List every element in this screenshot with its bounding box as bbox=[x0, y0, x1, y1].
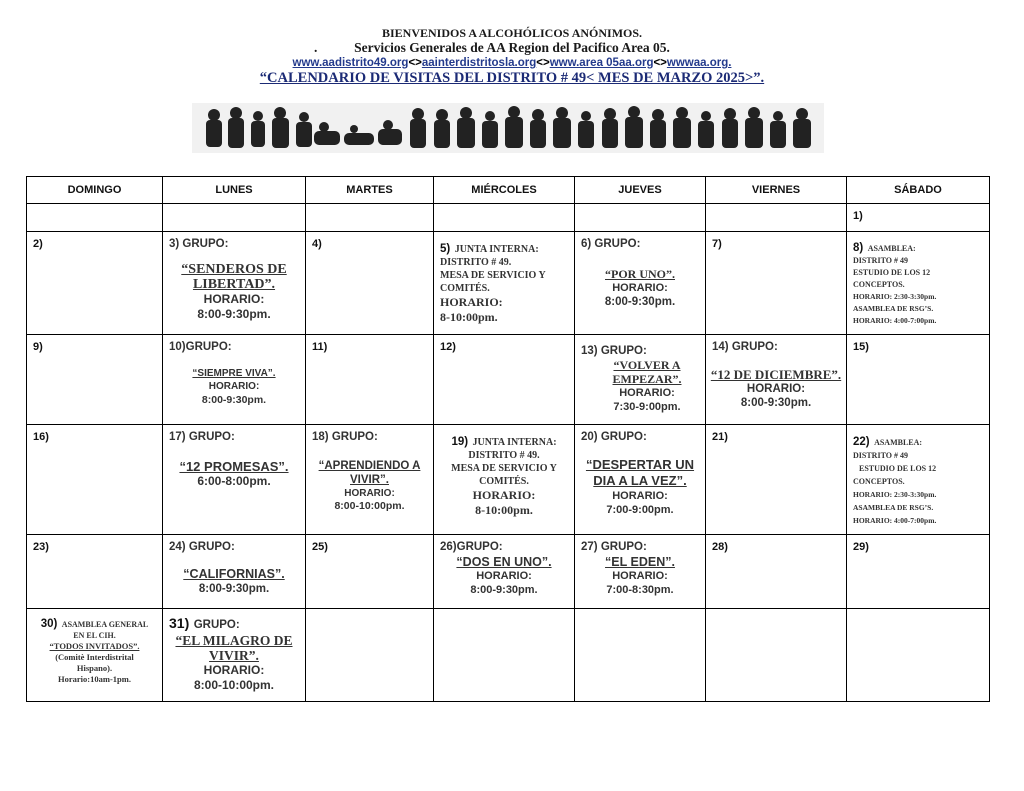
event-title: ASAMBLEA: bbox=[874, 438, 923, 447]
day-cell-empty bbox=[306, 609, 434, 702]
schedule-label: HORARIO: bbox=[440, 295, 503, 309]
schedule-time: 8:00-9:30pm. bbox=[198, 583, 270, 595]
day-number: 7) bbox=[712, 238, 722, 250]
schedule-label: HORARIO: bbox=[612, 570, 668, 582]
day-header-miercoles: MIÉRCOLES bbox=[434, 177, 575, 204]
day-number-group: 13) GRUPO: bbox=[581, 345, 647, 357]
day-header-domingo: DOMINGO bbox=[27, 177, 163, 204]
event-title: JUNTA INTERNA: bbox=[454, 244, 539, 255]
event-line: ESTUDIO DE LOS 12 bbox=[853, 268, 931, 277]
group-name: “VOLVER A bbox=[613, 358, 681, 372]
day-cell-empty bbox=[163, 204, 306, 232]
schedule-label: HORARIO: bbox=[746, 383, 806, 395]
schedule-time: 6:00-8:00pm. bbox=[197, 474, 271, 488]
schedule-label: HORARIO: bbox=[344, 488, 395, 499]
link-aainterdistritosla[interactable]: aainterdistritosla.org bbox=[421, 57, 537, 69]
schedule-time: 8:00-10:00pm. bbox=[334, 500, 405, 512]
event-line: COMITÉS. bbox=[479, 476, 529, 487]
day-cell-14 bbox=[706, 335, 847, 425]
schedule-time: HORARIO: 2:30-3:30pm. bbox=[853, 490, 937, 499]
day-number: 29) bbox=[853, 541, 869, 553]
schedule-label: HORARIO: bbox=[208, 381, 260, 392]
schedule-time: 8:00-9:30pm. bbox=[197, 307, 271, 321]
schedule-time: 8-10:00pm. bbox=[440, 310, 498, 324]
schedule-label: HORARIO: bbox=[203, 663, 265, 677]
day-header-jueves: JUEVES bbox=[575, 177, 706, 204]
day-cell-2 bbox=[27, 232, 163, 335]
event-line: DISTRITO # 49. bbox=[440, 257, 512, 268]
day-number-group: 26)GRUPO: bbox=[440, 541, 503, 553]
day-number: 19) bbox=[451, 436, 469, 448]
day-cell-empty bbox=[306, 204, 434, 232]
link-separator: <> bbox=[653, 57, 667, 69]
day-number-group: 27) GRUPO: bbox=[581, 541, 647, 553]
day-cell-3 bbox=[163, 232, 306, 335]
day-cell-26 bbox=[434, 535, 575, 609]
header-dot: . bbox=[314, 40, 318, 55]
day-number: 31) bbox=[169, 615, 190, 631]
group-name: EMPEZAR”. bbox=[612, 372, 682, 386]
day-number: 15) bbox=[853, 341, 869, 353]
day-number: 21) bbox=[712, 431, 728, 443]
day-cell-7 bbox=[706, 232, 847, 335]
group-name: “EL MILAGRO DE bbox=[175, 633, 293, 648]
group-name: VIVIR”. bbox=[350, 474, 389, 486]
event-line: ASAMBLEA DE RSG’S. bbox=[853, 503, 934, 512]
schedule-time: HORARIO: 2:30-3:30pm. bbox=[853, 292, 937, 301]
day-number-group: 10)GRUPO: bbox=[169, 341, 232, 353]
day-cell-empty bbox=[575, 609, 706, 702]
day-cell-15 bbox=[847, 335, 990, 425]
link-area05aa[interactable]: www.area 05aa.org bbox=[549, 57, 654, 69]
schedule-time: 8:00-9:30pm. bbox=[201, 394, 267, 406]
calendar-table bbox=[26, 176, 990, 702]
day-cell-12 bbox=[434, 335, 575, 425]
day-cell-28 bbox=[706, 535, 847, 609]
schedule-time: 8:00-9:30pm. bbox=[740, 397, 812, 409]
group-name: “SENDEROS DE bbox=[181, 262, 287, 277]
day-number: 12) bbox=[440, 341, 456, 353]
day-cell-31 bbox=[163, 609, 306, 702]
schedule-time: 7:00-8:30pm. bbox=[606, 584, 674, 596]
day-header-martes: MARTES bbox=[306, 177, 434, 204]
day-number-group: 3) GRUPO: bbox=[169, 238, 229, 250]
event-title: ASAMBLEA GENERAL bbox=[61, 620, 149, 629]
day-header-sabado: SÁBADO bbox=[847, 177, 990, 204]
event-line: Hispano). bbox=[76, 663, 113, 673]
day-number: 2) bbox=[33, 238, 43, 250]
event-title: ASAMBLEA: bbox=[867, 244, 916, 253]
group-name: “12 PROMESAS”. bbox=[179, 459, 289, 474]
day-cell-empty bbox=[27, 204, 163, 232]
group-name: “POR UNO”. bbox=[605, 267, 675, 281]
day-cell-1 bbox=[847, 204, 990, 232]
day-header-lunes: LUNES bbox=[163, 177, 306, 204]
header-welcome: BIENVENIDOS A ALCOHÓLICOS ANÓNIMOS. bbox=[381, 26, 643, 40]
event-title: JUNTA INTERNA: bbox=[472, 437, 557, 448]
day-cell-16 bbox=[27, 425, 163, 535]
schedule-time: 8:00-9:30pm. bbox=[470, 584, 538, 596]
schedule-label: HORARIO: bbox=[612, 490, 668, 502]
day-number: 11) bbox=[312, 341, 328, 353]
event-line: CONCEPTOS. bbox=[853, 477, 905, 486]
day-cell-4 bbox=[306, 232, 434, 335]
day-number-group: 6) GRUPO: bbox=[581, 238, 641, 250]
group-name: VIVIR”. bbox=[209, 648, 259, 663]
group-name: “CALIFORNIAS”. bbox=[183, 567, 285, 581]
event-line: (Comitè Interdistrital bbox=[55, 652, 134, 662]
day-number-group: 18) GRUPO: bbox=[312, 431, 378, 443]
day-number: 28) bbox=[712, 541, 728, 553]
link-separator: <> bbox=[536, 57, 550, 69]
event-line: “TODOS INVITADOS”. bbox=[49, 641, 140, 651]
day-cell-13 bbox=[575, 335, 706, 425]
group-name: LIBERTAD”. bbox=[192, 277, 276, 292]
day-number: 1) bbox=[853, 210, 863, 222]
day-number-group: 17) GRUPO: bbox=[169, 431, 235, 443]
day-cell-17 bbox=[163, 425, 306, 535]
day-cell-22 bbox=[847, 425, 990, 535]
day-cell-6 bbox=[575, 232, 706, 335]
day-cell-25 bbox=[306, 535, 434, 609]
day-cell-21 bbox=[706, 425, 847, 535]
link-aadistrito49[interactable]: www.aadistrito49.org bbox=[292, 57, 409, 69]
group-name: “EL EDEN”. bbox=[605, 555, 675, 569]
event-line: DISTRITO # 49. bbox=[468, 450, 540, 461]
day-number-group: 24) GRUPO: bbox=[169, 541, 235, 553]
group-name: “DESPERTAR UN bbox=[585, 457, 695, 472]
day-header-viernes: VIERNES bbox=[706, 177, 847, 204]
schedule-label: HORARIO: bbox=[472, 488, 536, 502]
schedule-label: HORARIO: bbox=[619, 387, 675, 399]
day-number: 4) bbox=[312, 238, 322, 250]
schedule-label: HORARIO: bbox=[203, 292, 265, 306]
day-cell-29 bbox=[847, 535, 990, 609]
day-cell-30 bbox=[27, 609, 163, 702]
event-line: CONCEPTOS. bbox=[853, 280, 905, 289]
schedule-time: HORARIO: 4:00-7:00pm. bbox=[853, 316, 937, 325]
group-name: “12 DE DICIEMBRE”. bbox=[710, 367, 842, 382]
day-cell-19 bbox=[434, 425, 575, 535]
day-cell-9 bbox=[27, 335, 163, 425]
day-cell-empty bbox=[706, 609, 847, 702]
link-wwwaa[interactable]: wwwaa.org. bbox=[666, 57, 732, 69]
day-cell-10 bbox=[163, 335, 306, 425]
day-cell-8 bbox=[847, 232, 990, 335]
schedule-time: 7:00-9:00pm. bbox=[606, 504, 674, 516]
group-prefix: GRUPO: bbox=[193, 619, 240, 631]
event-line: EN EL CIH. bbox=[73, 631, 116, 640]
day-cell-27 bbox=[575, 535, 706, 609]
schedule-time: 8-10:00pm. bbox=[475, 503, 533, 517]
day-number: 23) bbox=[33, 541, 49, 553]
event-line: MESA DE SERVICIO Y bbox=[440, 270, 546, 281]
day-cell-23 bbox=[27, 535, 163, 609]
day-number: 25) bbox=[312, 541, 328, 553]
day-cell-24 bbox=[163, 535, 306, 609]
day-number: 5) bbox=[440, 243, 451, 255]
day-cell-18 bbox=[306, 425, 434, 535]
day-number: 8) bbox=[853, 242, 864, 254]
day-number-group: 14) GRUPO: bbox=[712, 341, 778, 353]
schedule-time: 7:30-9:00pm. bbox=[613, 401, 681, 413]
day-number: 9) bbox=[33, 341, 43, 353]
link-separator: <> bbox=[408, 57, 422, 69]
day-cell-empty bbox=[847, 609, 990, 702]
header-services bbox=[0, 40, 1024, 56]
header-services-text: Servicios Generales de AA Region del Pacifico Area 05. bbox=[354, 40, 670, 55]
schedule-time: 8:00-9:30pm. bbox=[604, 296, 676, 308]
group-name: “SIEMPRE VIVA”. bbox=[192, 368, 276, 379]
schedule-label: HORARIO: bbox=[476, 570, 532, 582]
group-name: “APRENDIENDO A bbox=[318, 460, 421, 472]
day-cell-11 bbox=[306, 335, 434, 425]
day-cell-empty bbox=[575, 204, 706, 232]
group-name: DIA A LA VEZ”. bbox=[593, 473, 687, 488]
schedule-time: 8:00-10:00pm. bbox=[193, 678, 275, 692]
calendar-title: “CALENDARIO DE VISITAS DEL DISTRITO # 49< MES DE MARZO 2025>”. bbox=[259, 70, 765, 86]
event-line: DISTRITO # 49 bbox=[853, 451, 908, 460]
day-cell-empty bbox=[434, 204, 575, 232]
event-line: ASAMBLEA DE RSG’S. bbox=[853, 304, 934, 313]
header-links bbox=[0, 57, 1024, 69]
schedule-time: HORARIO: 4:00-7:00pm. bbox=[853, 516, 937, 525]
day-number-group: 20) GRUPO: bbox=[581, 431, 647, 443]
schedule-label: HORARIO: bbox=[612, 282, 668, 294]
event-line: MESA DE SERVICIO Y bbox=[451, 463, 557, 474]
event-line: DISTRITO # 49 bbox=[853, 256, 908, 265]
event-line: COMITÉS. bbox=[440, 283, 490, 294]
day-cell-5 bbox=[434, 232, 575, 335]
day-cell-empty bbox=[706, 204, 847, 232]
day-number: 16) bbox=[33, 431, 49, 443]
event-line: ESTUDIO DE LOS 12 bbox=[859, 464, 937, 473]
day-cell-20 bbox=[575, 425, 706, 535]
silhouettes-banner-image bbox=[192, 103, 824, 153]
schedule-time: Horario:10am-1pm. bbox=[58, 674, 131, 684]
day-number: 30) bbox=[40, 618, 58, 630]
group-name: “DOS EN UNO”. bbox=[456, 555, 552, 569]
day-cell-empty bbox=[434, 609, 575, 702]
day-number: 22) bbox=[853, 436, 870, 448]
